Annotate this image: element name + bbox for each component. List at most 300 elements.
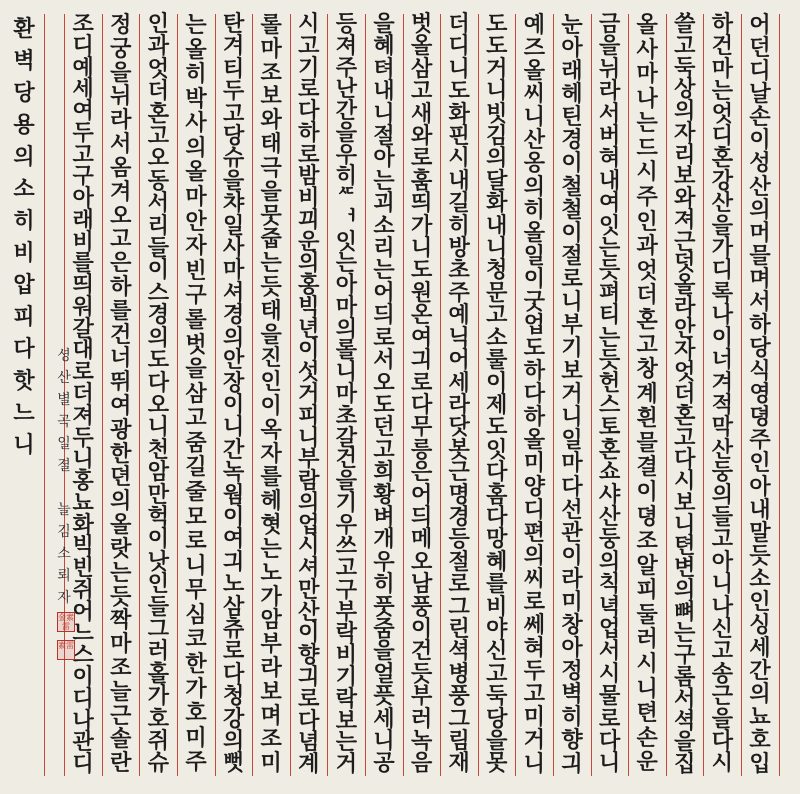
hangul-glyph: 계: [298, 752, 320, 778]
hangul-glyph: 온: [410, 303, 433, 329]
hangul-glyph: 건: [335, 447, 358, 473]
hangul-glyph: 도: [523, 336, 546, 362]
hangul-glyph: 니: [373, 729, 395, 754]
hangul-glyph: 한: [185, 652, 207, 678]
hangul-glyph: 고: [711, 639, 734, 665]
hangul-glyph: 근: [448, 460, 470, 486]
hangul-glyph: 뼈: [674, 599, 696, 625]
hangul-glyph: 모: [185, 504, 207, 530]
hangul-glyph: 장: [222, 370, 245, 396]
hangul-glyph: 는: [260, 251, 282, 277]
hangul-glyph: 마: [636, 62, 658, 88]
hangul-glyph: 엇: [147, 56, 170, 82]
hangul-glyph: 올: [636, 13, 658, 38]
hangul-glyph: 져: [335, 33, 358, 59]
hangul-glyph: 아: [749, 474, 771, 500]
hangul-glyph: 마: [335, 382, 358, 408]
hangul-glyph: 니: [335, 360, 358, 386]
hangul-glyph: 라: [448, 392, 470, 418]
hangul-glyph: 긔: [298, 664, 320, 690]
hangul-glyph: 이: [410, 616, 433, 642]
hangul-glyph: 다: [598, 729, 621, 754]
hangul-glyph: 미: [523, 451, 546, 477]
hangul-glyph: 랏: [110, 536, 132, 562]
hangul-glyph: 메: [410, 527, 433, 553]
hangul-glyph: 과: [636, 234, 658, 260]
hangul-glyph: 니: [147, 415, 170, 441]
hangul-glyph: 여: [110, 394, 132, 419]
hangul-glyph: 인: [749, 589, 771, 615]
hangul-glyph: 슈: [147, 751, 170, 777]
hangul-glyph: 웜: [222, 482, 245, 508]
hangul-glyph: 니: [674, 512, 696, 538]
hangul-glyph: 그: [448, 706, 470, 732]
hangul-glyph: 일: [523, 243, 546, 269]
hangul-glyph: 잇: [486, 437, 508, 463]
hangul-glyph: 날: [749, 82, 771, 108]
hangul-glyph: 믈: [636, 430, 658, 456]
hangul-glyph: 소: [749, 566, 771, 592]
hangul-glyph: 천: [147, 437, 170, 463]
hangul-glyph: 아: [561, 636, 583, 662]
hangul-glyph: 이: [561, 543, 583, 569]
hangul-glyph: 락: [335, 686, 358, 712]
hangul-glyph: 다: [486, 460, 508, 486]
hangul-glyph: 을: [335, 120, 358, 146]
hangul-glyph: 고: [711, 527, 734, 553]
hangul-glyph: 펴: [598, 280, 621, 306]
hangul-glyph: 거: [561, 382, 583, 408]
hangul-glyph: 벽: [561, 682, 583, 708]
hangul-glyph: 히: [373, 572, 395, 598]
hangul-glyph: 부: [335, 599, 358, 625]
hangul-glyph: 줍: [260, 227, 282, 253]
hangul-glyph: 보: [561, 359, 583, 385]
text-column: [140, 14, 176, 776]
text-column: [103, 14, 139, 776]
hangul-glyph: 도: [373, 392, 395, 418]
hangul-glyph: 디: [72, 752, 94, 778]
hangul-glyph: 칙: [598, 572, 621, 598]
hangul-glyph: 달: [486, 168, 508, 194]
hangul-glyph: 의: [110, 489, 132, 515]
hangul-glyph: 식: [749, 359, 771, 385]
hangul-glyph: 사: [222, 236, 245, 262]
hangul-glyph: 의: [298, 490, 320, 516]
hangul-glyph: 벽: [13, 49, 35, 74]
hangul-glyph: 덧: [674, 251, 696, 277]
hangul-glyph: 철: [561, 174, 583, 200]
hangul-glyph: 는: [335, 730, 358, 756]
hangul-glyph: 러: [636, 627, 658, 653]
hangul-glyph: 히: [523, 197, 546, 223]
column-rule: [44, 14, 45, 776]
hangul-glyph: 음: [410, 751, 433, 777]
hangul-glyph: 정: [561, 659, 583, 685]
hangul-glyph: 코: [185, 627, 207, 653]
hangul-glyph: 셕: [448, 639, 470, 665]
hangul-glyph: 야: [486, 616, 508, 642]
hangul-glyph: 산: [523, 128, 546, 154]
hangul-glyph: 영: [749, 382, 771, 408]
hangul-glyph: 라: [674, 294, 696, 320]
hangul-glyph: 만: [147, 482, 170, 508]
hangul-glyph: 삼: [185, 381, 207, 407]
hangul-glyph: 를: [72, 251, 94, 277]
hangul-glyph: 다: [523, 382, 546, 408]
hangul-glyph: 이: [486, 370, 508, 396]
hangul-glyph: 재: [448, 751, 470, 777]
hangul-glyph: 일: [222, 213, 245, 239]
hangul-glyph: 듯: [260, 274, 282, 300]
hangul-glyph: 자: [260, 441, 282, 467]
hangul-glyph: 세: [72, 77, 94, 103]
hangul-glyph: 의: [523, 174, 546, 200]
hangul-glyph: 고: [72, 142, 94, 168]
hangul-glyph: 던: [373, 415, 395, 441]
hangul-glyph: 옹: [523, 151, 546, 177]
hangul-glyph: 짝: [110, 608, 132, 634]
hangul-glyph: 니: [222, 415, 245, 441]
hangul-glyph: 쥐: [72, 577, 94, 603]
signature-glyph: 셩: [57, 348, 71, 364]
hangul-glyph: 여: [72, 99, 94, 125]
hangul-glyph: 디: [711, 258, 734, 284]
hangul-glyph: 만: [298, 577, 320, 603]
hangul-glyph: 띄: [72, 273, 94, 299]
hangul-glyph: 청: [222, 684, 245, 710]
text-column: [592, 14, 628, 776]
hangul-glyph: 내: [448, 168, 470, 194]
hangul-glyph: 못: [486, 751, 508, 777]
hangul-glyph: 변: [674, 556, 696, 582]
hangul-glyph: 안: [674, 316, 696, 342]
hangul-glyph: 태: [260, 298, 282, 324]
hangul-glyph: 의: [13, 145, 35, 170]
hangul-glyph: 망: [486, 527, 508, 553]
hangul-glyph: 아: [561, 36, 583, 62]
hangul-glyph: 들: [711, 504, 734, 530]
hangul-glyph: 기: [335, 490, 358, 516]
hangul-glyph: 가: [260, 584, 282, 610]
hangul-glyph: 쥐: [147, 729, 170, 754]
hangul-glyph: 뭇: [260, 203, 282, 229]
hangul-glyph: 당: [486, 706, 508, 732]
text-column: [516, 14, 552, 776]
hangul-glyph: 물: [598, 684, 621, 710]
hangul-glyph: 고: [373, 437, 395, 463]
hangul-glyph: 압: [13, 273, 35, 298]
hangul-glyph: 로: [523, 589, 546, 615]
hangul-glyph: 운: [636, 750, 658, 776]
hangul-glyph: 아: [711, 549, 734, 575]
hangul-glyph: 도: [486, 415, 508, 441]
hangul-glyph: 가: [185, 676, 207, 702]
hangul-glyph: 갈: [72, 316, 94, 342]
hangul-glyph: 비: [486, 594, 508, 620]
hangul-glyph: 세: [373, 706, 395, 732]
hangul-glyph: 줌: [185, 430, 207, 456]
hangul-glyph: 다: [298, 708, 320, 734]
text-column: [253, 14, 289, 776]
signature-glyph: [52, 477, 76, 499]
hangul-glyph: 우: [335, 512, 358, 538]
hangul-glyph: 신: [711, 616, 734, 642]
hangul-glyph: 가: [147, 684, 170, 710]
hangul-glyph: 두: [72, 425, 94, 451]
signature-glyph: 김: [57, 524, 71, 540]
hangul-glyph: 혼: [711, 146, 734, 172]
hangul-glyph: 이: [523, 266, 546, 292]
hangul-glyph: 미: [523, 705, 546, 731]
hangul-glyph: 박: [185, 86, 207, 112]
hangul-glyph: 헉: [147, 504, 170, 530]
hangul-glyph: 집: [674, 752, 696, 778]
hangul-glyph: 어: [373, 280, 395, 306]
hangul-glyph: 롤: [260, 13, 282, 38]
hangul-glyph: 디: [72, 33, 94, 59]
hangul-glyph: 삼: [222, 594, 245, 620]
signature-glyph: 뢰: [57, 568, 71, 584]
hangul-glyph: 아: [373, 146, 395, 172]
hangul-glyph: 다: [410, 392, 433, 418]
text-column: [6, 14, 42, 776]
hangul-glyph: 니: [561, 289, 583, 315]
hangul-glyph: 다: [298, 99, 320, 125]
hangul-glyph: 선: [561, 497, 583, 523]
hangul-glyph: 건: [410, 639, 433, 665]
hangul-glyph: 고: [335, 556, 358, 582]
hangul-glyph: 건: [110, 322, 132, 348]
hangul-glyph: 락: [335, 621, 358, 647]
hangul-glyph: 등: [335, 12, 358, 37]
hangul-glyph: 는: [110, 560, 132, 586]
hangul-glyph: 이: [711, 325, 734, 351]
artist-seal-bottom: 素雷: [57, 640, 75, 660]
hangul-glyph: 념: [298, 730, 320, 756]
signature-glyph: 자: [57, 590, 71, 606]
hangul-glyph: 서: [749, 289, 771, 315]
hangul-glyph: 화: [448, 101, 470, 127]
hangul-glyph: 뎡: [749, 405, 771, 431]
hangul-glyph: 업: [598, 616, 621, 642]
hangul-glyph: 도: [486, 12, 508, 37]
hangul-glyph: 엇: [711, 101, 734, 127]
hangul-glyph: 시: [298, 534, 320, 560]
hangul-glyph: 혼: [598, 437, 621, 463]
hangul-glyph: 우: [335, 142, 358, 168]
hangul-glyph: 서: [110, 132, 132, 158]
hangul-glyph: 시: [711, 751, 734, 777]
hangul-glyph: 사: [185, 111, 207, 137]
hangul-glyph: 혀: [598, 146, 621, 172]
hangul-glyph: 굿: [523, 289, 546, 315]
hangul-glyph: 셕: [674, 708, 696, 734]
hangul-glyph: 우: [373, 549, 395, 575]
hangul-glyph: 로: [598, 706, 621, 732]
hangul-glyph: 당: [749, 336, 771, 362]
hangul-glyph: 라: [110, 108, 132, 134]
hangul-glyph: 티: [222, 56, 245, 82]
hangul-glyph: 로: [448, 572, 470, 598]
hangul-glyph: 어: [749, 13, 771, 38]
hangul-glyph: 소: [486, 325, 508, 351]
hangul-glyph: 기: [561, 336, 583, 362]
hangul-glyph: 얼: [373, 661, 395, 687]
hangul-glyph: 의: [523, 543, 546, 569]
hangul-glyph: 틴: [561, 105, 583, 131]
hangul-glyph: 시: [298, 12, 320, 37]
hangul-glyph: 과: [147, 34, 170, 60]
hangul-glyph: 하: [523, 405, 546, 431]
hangul-glyph: 가: [410, 213, 433, 239]
hangul-glyph: 초: [448, 258, 470, 284]
hangul-glyph: 양: [523, 474, 546, 500]
hangul-glyph: 픗: [373, 684, 395, 710]
hangul-glyph: 더: [636, 283, 658, 309]
hangul-glyph: 다: [486, 504, 508, 530]
hangul-glyph: 호: [749, 728, 771, 754]
hangul-glyph: 거: [486, 56, 508, 82]
hangul-glyph: 끠: [298, 207, 320, 233]
hangul-glyph: 싱: [749, 613, 771, 639]
hangul-glyph: 워: [72, 294, 94, 320]
hangul-glyph: 고: [185, 406, 207, 432]
hangul-glyph: 러: [147, 639, 170, 665]
hangul-glyph: 잇: [335, 229, 358, 255]
hangul-glyph: 나: [711, 303, 734, 329]
hangul-glyph: 훔: [410, 168, 433, 194]
hangul-glyph: 림: [448, 729, 470, 754]
hangul-glyph: 소: [373, 213, 395, 239]
hangul-glyph: 올: [185, 37, 207, 63]
hangul-glyph: 시: [636, 652, 658, 678]
hangul-glyph: 와: [410, 124, 433, 150]
hangul-glyph: 롤: [335, 338, 358, 364]
hangul-glyph: 이: [222, 504, 245, 530]
hangul-glyph: 편: [523, 520, 546, 546]
hangul-glyph: 져: [72, 403, 94, 429]
hangul-glyph: 손: [749, 105, 771, 131]
hangul-glyph: 눈: [561, 13, 583, 38]
hangul-glyph: 여: [598, 191, 621, 217]
hangul-glyph: 하: [711, 12, 734, 37]
hangul-glyph: 긔: [410, 348, 433, 374]
hangul-glyph: 주: [448, 280, 470, 306]
hangul-glyph: 다: [711, 729, 734, 754]
signature-glyph: 별: [57, 392, 71, 408]
hangul-glyph: 년: [298, 316, 320, 342]
hangul-glyph: 듸: [410, 504, 433, 530]
hangul-glyph: 도: [410, 258, 433, 284]
hangul-glyph: 비: [72, 229, 94, 255]
hangul-glyph: 창: [561, 613, 583, 639]
hangul-glyph: 빅: [298, 294, 320, 320]
hangul-glyph: 을: [335, 469, 358, 495]
hangul-glyph: 도: [147, 348, 170, 374]
hangul-glyph: 내: [373, 79, 395, 105]
hangul-glyph: 조: [72, 12, 94, 37]
hangul-glyph: 씨: [523, 566, 546, 592]
hangul-glyph: 텨: [373, 56, 395, 82]
hangul-glyph: 무: [410, 415, 433, 441]
hangul-glyph: 츄: [222, 616, 245, 642]
hangul-glyph: 풍: [448, 684, 470, 710]
hangul-glyph: 리: [147, 213, 170, 239]
hangul-glyph: 나: [711, 594, 734, 620]
hangul-glyph: 암: [147, 460, 170, 486]
hangul-glyph: 당: [222, 124, 245, 150]
hangul-glyph: 화: [486, 191, 508, 217]
hangul-glyph: 문: [486, 280, 508, 306]
hangul-glyph: 피: [298, 403, 320, 429]
hangul-glyph: 히: [561, 705, 583, 731]
hangul-glyph: 그: [147, 616, 170, 642]
hangul-glyph: 히: [185, 62, 207, 88]
hangul-glyph: 부: [260, 632, 282, 658]
hangul-glyph: 샤: [598, 482, 621, 508]
hangul-glyph: 을: [110, 60, 132, 86]
hangul-glyph: 조: [110, 655, 132, 681]
hangul-glyph: 나: [72, 708, 94, 734]
hangul-glyph: 섯: [298, 360, 320, 386]
hangul-glyph: 건: [711, 34, 734, 60]
hangul-glyph: 산: [298, 599, 320, 625]
hangul-glyph: 리: [373, 236, 395, 262]
signature-glyph: 소: [57, 546, 71, 562]
hangul-glyph: 심: [185, 602, 207, 628]
hangul-glyph: 뎡: [636, 504, 658, 530]
hangul-glyph: 서: [373, 348, 395, 374]
hangul-glyph: 궁: [110, 36, 132, 62]
hangul-glyph: 절: [561, 243, 583, 269]
hangul-glyph: 아: [335, 273, 358, 299]
hangul-glyph: 니: [13, 433, 35, 458]
hangul-glyph: 황: [373, 482, 395, 508]
hangul-glyph: 보: [335, 708, 358, 734]
hangul-glyph: 내: [749, 497, 771, 523]
hangul-glyph: 라: [598, 79, 621, 105]
hangul-glyph: 마: [110, 632, 132, 658]
hangul-glyph: 둥: [598, 527, 621, 553]
hangul-glyph: 씨: [523, 82, 546, 108]
hangul-glyph: 노: [260, 560, 282, 586]
hangul-glyph: 티: [598, 303, 621, 329]
hangul-glyph: 의: [335, 316, 358, 342]
hangul-glyph: 길: [185, 455, 207, 481]
hangul-glyph: 디: [448, 34, 470, 60]
hangul-glyph: 들: [147, 594, 170, 620]
text-column: [404, 14, 440, 776]
hangul-glyph: 엇: [636, 258, 658, 284]
hangul-glyph: 고: [110, 227, 132, 253]
hangul-glyph: 강: [222, 706, 245, 732]
hangul-glyph: 즈: [523, 36, 546, 62]
text-column: [667, 14, 703, 776]
hangul-glyph: 을: [260, 322, 282, 348]
hangul-glyph: 마: [711, 56, 734, 82]
hangul-glyph: 고: [410, 79, 433, 105]
hangul-glyph: 홀: [147, 661, 170, 687]
hangul-glyph: 고: [298, 33, 320, 59]
hangul-glyph: 을: [486, 729, 508, 754]
hangul-glyph: 는: [335, 251, 358, 277]
hangul-glyph: 듯: [749, 543, 771, 569]
hangul-glyph: 마: [335, 294, 358, 320]
hangul-glyph: 스: [72, 643, 94, 669]
hangul-glyph: 핀: [448, 124, 470, 150]
hangul-glyph: 래: [561, 59, 583, 85]
